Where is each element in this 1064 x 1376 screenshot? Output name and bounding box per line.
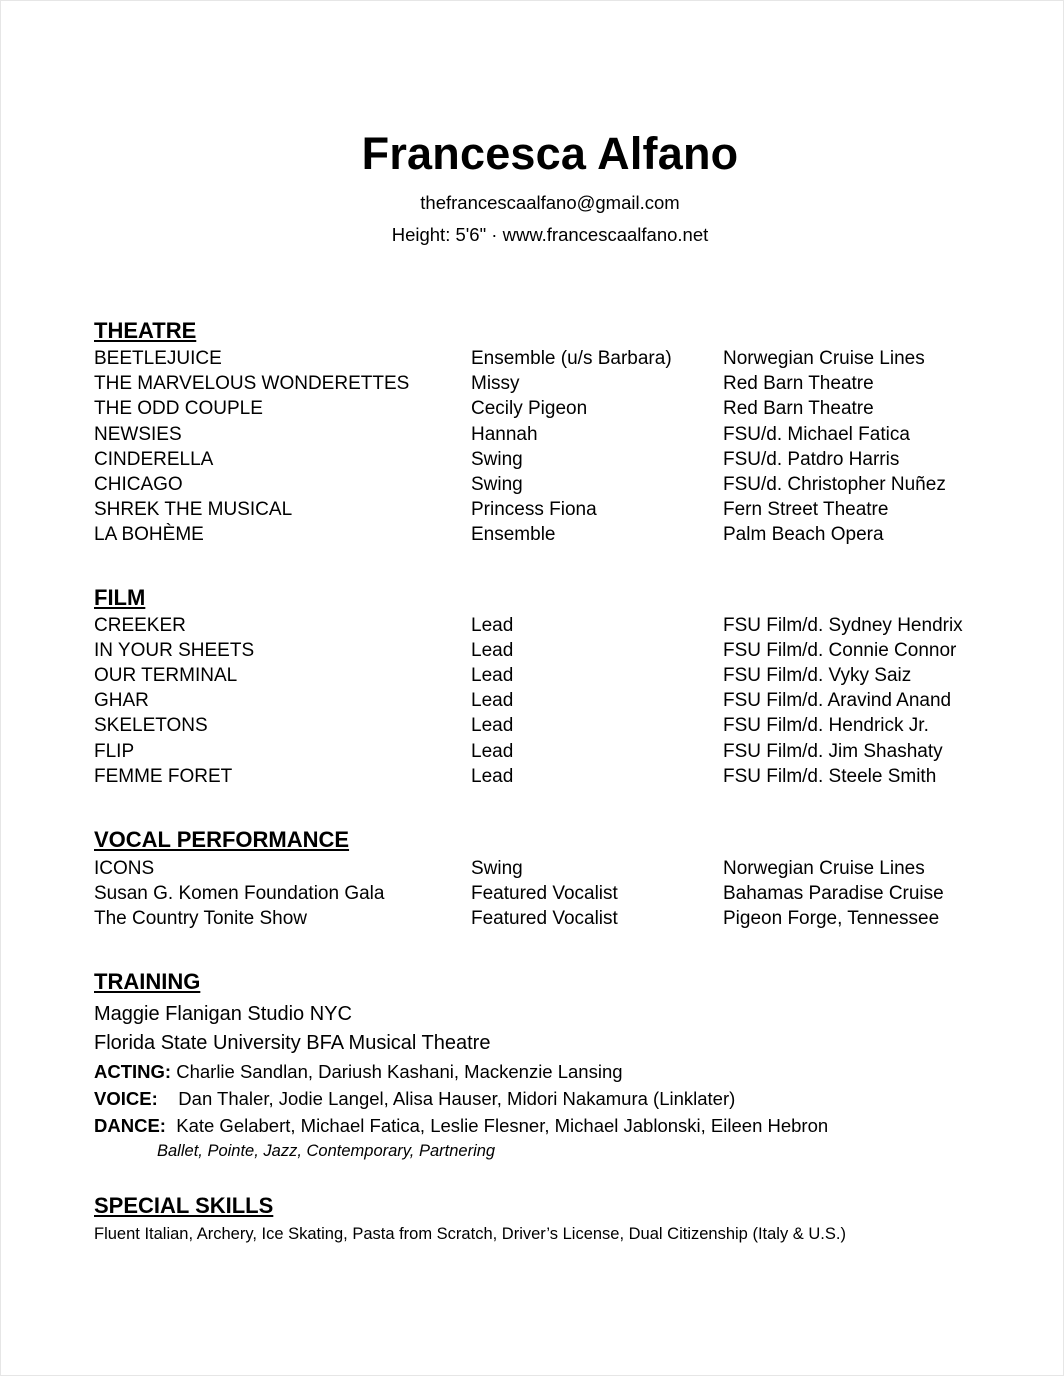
credit-company: Red Barn Theatre bbox=[723, 398, 874, 420]
credit-company: Palm Beach Opera bbox=[723, 524, 884, 546]
credit-company: FSU/d. Christopher Nuñez bbox=[723, 474, 946, 495]
credit-role: Lead bbox=[471, 740, 514, 762]
section-title-film: FILM bbox=[94, 585, 146, 610]
dance-teachers bbox=[94, 1115, 828, 1137]
credit-company: FSU Film/d. Connie Connor bbox=[723, 640, 957, 662]
credit-row bbox=[0, 741, 1064, 766]
credit-production: THE MARVELOUS WONDERETTES bbox=[94, 373, 410, 395]
acting-label: ACTING: bbox=[94, 1061, 172, 1082]
credit-role: Swing bbox=[471, 448, 523, 470]
credit-production: FLIP bbox=[94, 740, 135, 762]
credit-company: FSU/d. Michael Fatica bbox=[723, 423, 910, 445]
credit-role: Lead bbox=[471, 615, 514, 636]
credit-role: Missy bbox=[471, 373, 520, 395]
contact-line: Height: 5'6" · www.francescaalfano.net bbox=[391, 224, 709, 245]
voice-teachers bbox=[94, 1088, 735, 1110]
credit-company: FSU Film/d. Aravind Anand bbox=[723, 690, 952, 712]
credit-role: Swing bbox=[471, 858, 523, 879]
credit-row bbox=[0, 499, 1064, 524]
credit-company: FSU Film/d. Hendrick Jr. bbox=[723, 715, 929, 737]
credit-row bbox=[0, 524, 1064, 549]
credit-row bbox=[0, 690, 1064, 715]
credit-company: Red Barn Theatre bbox=[723, 373, 874, 395]
credit-company: FSU Film/d. Vyky Saiz bbox=[723, 665, 912, 687]
credit-production: ICONS bbox=[94, 858, 155, 879]
credit-role: Lead bbox=[471, 640, 514, 662]
training-school: Florida State University BFA Musical Theatre bbox=[94, 1032, 491, 1054]
credit-production: LA BOHÈME bbox=[94, 524, 204, 546]
dance-list: Kate Gelabert, Michael Fatica, Leslie Flesner, Michael Jablonski, Eileen Hebron bbox=[165, 1115, 829, 1136]
credit-row bbox=[0, 615, 1064, 640]
credit-company: FSU Film/d. Sydney Hendrix bbox=[723, 615, 963, 636]
credit-row bbox=[0, 908, 1064, 933]
credit-company: Norwegian Cruise Lines bbox=[723, 858, 925, 879]
credit-company: FSU Film/d. Steele Smith bbox=[723, 765, 937, 787]
credit-role: Featured Vocalist bbox=[471, 883, 618, 905]
credit-row bbox=[0, 766, 1064, 791]
email-address: thefrancescaalfano@gmail.com bbox=[420, 192, 680, 213]
credit-production: IN YOUR SHEETS bbox=[94, 640, 255, 662]
credit-production: CINDERELLA bbox=[94, 448, 214, 470]
credit-role: Cecily Pigeon bbox=[471, 398, 588, 420]
credit-production: BEETLEJUICE bbox=[94, 348, 222, 369]
credit-production: OUR TERMINAL bbox=[94, 665, 238, 687]
credit-role: Princess Fiona bbox=[471, 499, 597, 521]
credit-row bbox=[0, 715, 1064, 740]
credit-company: Fern Street Theatre bbox=[723, 499, 889, 521]
voice-label: VOICE: bbox=[94, 1088, 158, 1109]
credit-role: Lead bbox=[471, 690, 514, 712]
credit-production: SKELETONS bbox=[94, 715, 208, 737]
credit-production: CHICAGO bbox=[94, 474, 183, 495]
credit-role: Lead bbox=[471, 715, 514, 737]
credit-row bbox=[0, 348, 1064, 373]
credit-row bbox=[0, 449, 1064, 474]
acting-teachers bbox=[94, 1061, 623, 1083]
credit-row bbox=[0, 424, 1064, 449]
credit-production: NEWSIES bbox=[94, 423, 182, 445]
training-school: Maggie Flanigan Studio NYC bbox=[94, 1003, 352, 1025]
dance-label: DANCE: bbox=[94, 1115, 166, 1136]
credit-row bbox=[0, 474, 1064, 499]
section-title-special-skills: SPECIAL SKILLS bbox=[94, 1193, 274, 1218]
credit-production: SHREK THE MUSICAL bbox=[94, 499, 293, 521]
credit-row bbox=[0, 665, 1064, 690]
credit-role: Ensemble (u/s Barbara) bbox=[471, 348, 672, 369]
credit-role: Lead bbox=[471, 765, 514, 787]
credit-production: THE ODD COUPLE bbox=[94, 398, 263, 420]
credit-company: Norwegian Cruise Lines bbox=[723, 348, 925, 369]
credit-production: FEMME FORET bbox=[94, 765, 233, 787]
credit-company: Bahamas Paradise Cruise bbox=[723, 883, 944, 905]
credit-row bbox=[0, 373, 1064, 398]
credit-role: Swing bbox=[471, 474, 523, 495]
credit-company: FSU/d. Patdro Harris bbox=[723, 448, 900, 470]
credit-role: Lead bbox=[471, 665, 514, 687]
special-skills-list: Fluent Italian, Archery, Ice Skating, Pasta from Scratch, Driver’s License, Dual Citizenship (Italy & U.S.) bbox=[94, 1225, 846, 1243]
credit-company: FSU Film/d. Jim Shashaty bbox=[723, 740, 943, 762]
credit-production: Susan G. Komen Foundation Gala bbox=[94, 883, 385, 905]
section-title-theatre: THEATRE bbox=[94, 318, 197, 343]
credit-row bbox=[0, 640, 1064, 665]
credit-company: Pigeon Forge, Tennessee bbox=[723, 908, 940, 930]
acting-list: Charlie Sandlan, Dariush Kashani, Mackenzie Lansing bbox=[171, 1061, 623, 1082]
credit-row bbox=[0, 398, 1064, 423]
section-title-vocal-performance: VOCAL PERFORMANCE bbox=[94, 827, 350, 852]
resume-name: Francesca Alfano bbox=[361, 128, 739, 179]
credit-production: The Country Tonite Show bbox=[94, 908, 307, 930]
credit-role: Ensemble bbox=[471, 524, 556, 546]
credit-production: GHAR bbox=[94, 690, 149, 712]
voice-list: Dan Thaler, Jodie Langel, Alisa Hauser, Midori Nakamura (Linklater) bbox=[157, 1088, 736, 1109]
credit-row bbox=[0, 883, 1064, 908]
credit-row bbox=[0, 858, 1064, 883]
section-title-training: TRAINING bbox=[94, 969, 201, 994]
credit-production: CREEKER bbox=[94, 615, 186, 636]
credit-role: Hannah bbox=[471, 423, 538, 445]
credit-role: Featured Vocalist bbox=[471, 908, 618, 930]
dance-styles: Ballet, Pointe, Jazz, Contemporary, Partnering bbox=[157, 1142, 496, 1160]
